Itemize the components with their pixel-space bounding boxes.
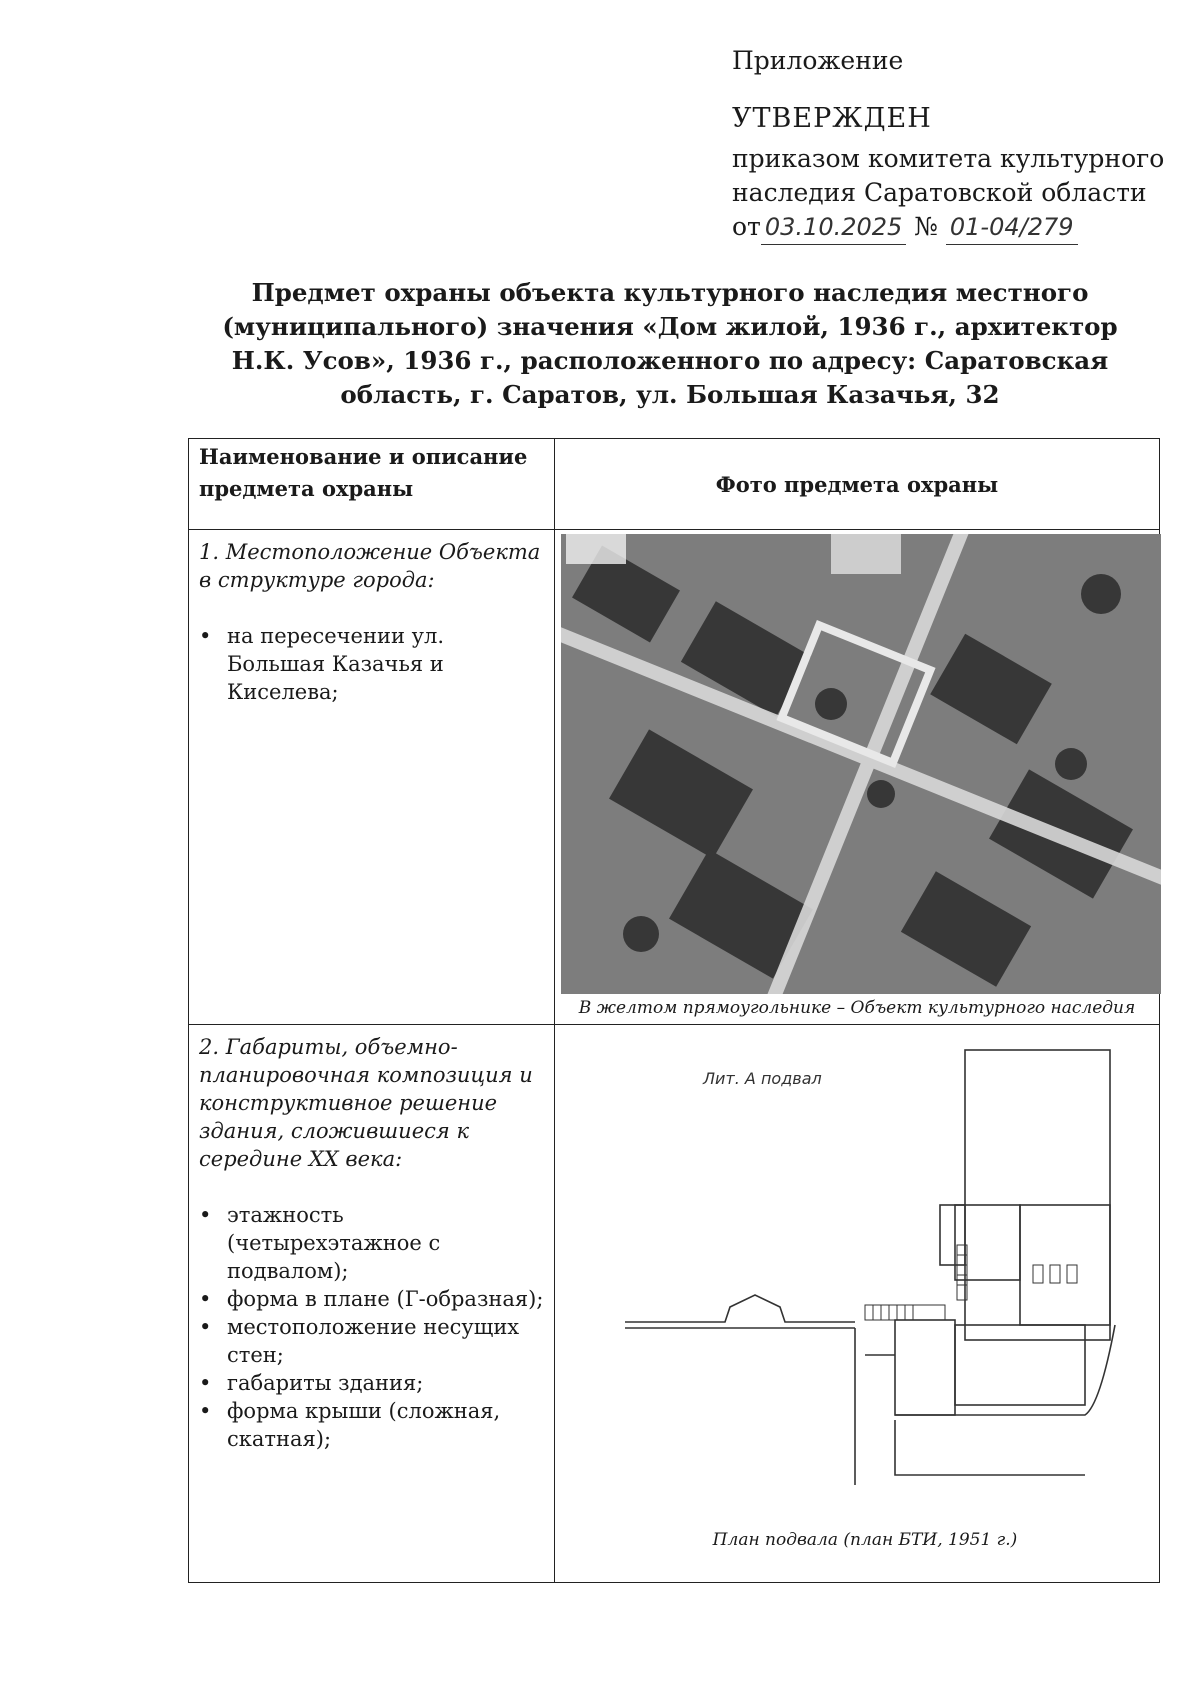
list-item: • габариты здания;	[199, 1371, 424, 1395]
number-prefix: №	[914, 212, 938, 241]
approval-line-1: приказом комитета культурного	[732, 144, 1165, 173]
bullet-icon: •	[199, 1315, 212, 1339]
table-row	[189, 530, 1160, 1025]
list-item: • форма в плане (Г-образная);	[199, 1287, 544, 1311]
bullet-icon: •	[199, 1203, 212, 1227]
list-item: • этажность (четырехэтажное с подвалом);	[199, 1203, 441, 1283]
appendix-label: Приложение	[732, 46, 904, 75]
bullet-icon: •	[199, 1399, 212, 1423]
document-title: Предмет охраны объекта культурного наследия местного (муниципального) значения «Дом жилой, 1936 г., архитектор Н.К. Усов», 1936 г., расположенного по адресу: Саратовская область, г. Саратов, ул. Большая Казачья, 32	[222, 278, 1118, 409]
bullet-icon: •	[199, 1287, 212, 1311]
list-item: • форма крыши (сложная, скатная);	[199, 1399, 501, 1451]
approval-number: 01-04/279	[946, 210, 1078, 245]
map-graphic	[561, 534, 1161, 994]
row2-heading: 2. Габариты, объемно-планировочная композиция и конструктивное решение здания, сложившиеся к середине XX века:	[199, 1035, 533, 1171]
bullet-icon: •	[199, 624, 212, 648]
date-prefix: от	[732, 212, 761, 241]
plan-note: Лит. А подвал	[703, 1069, 822, 1088]
map-caption: В желтом прямоугольнике – Объект культурного наследия	[578, 998, 1136, 1018]
table-row	[189, 1025, 1160, 1583]
protection-table	[188, 438, 1160, 1583]
approval-line-2: наследия Саратовской области	[732, 178, 1147, 207]
header-right: Фото предмета охраны	[555, 439, 1160, 530]
satellite-map-image	[561, 534, 1161, 994]
floor-plan	[555, 1025, 1175, 1575]
approval-date-line	[732, 210, 1152, 245]
bullet-icon: •	[199, 1371, 212, 1395]
row1-heading: 1. Местоположение Объекта в структуре города:	[199, 540, 541, 592]
list-item: • местоположение несущих стен;	[199, 1315, 520, 1367]
floor-plan-graphic	[555, 1025, 1175, 1525]
approval-date: 03.10.2025	[761, 210, 906, 245]
table-header-row	[189, 439, 1160, 530]
list-item: • на пересечении ул. Большая Казачья и Киселева;	[199, 624, 445, 704]
header-left: Наименование и описание предмета охраны	[189, 439, 555, 530]
approval-block	[732, 44, 1165, 245]
approved-label: УТВЕРЖДЕН	[732, 103, 932, 134]
plan-caption: План подвала (план БТИ, 1951 г.)	[712, 1530, 1018, 1550]
